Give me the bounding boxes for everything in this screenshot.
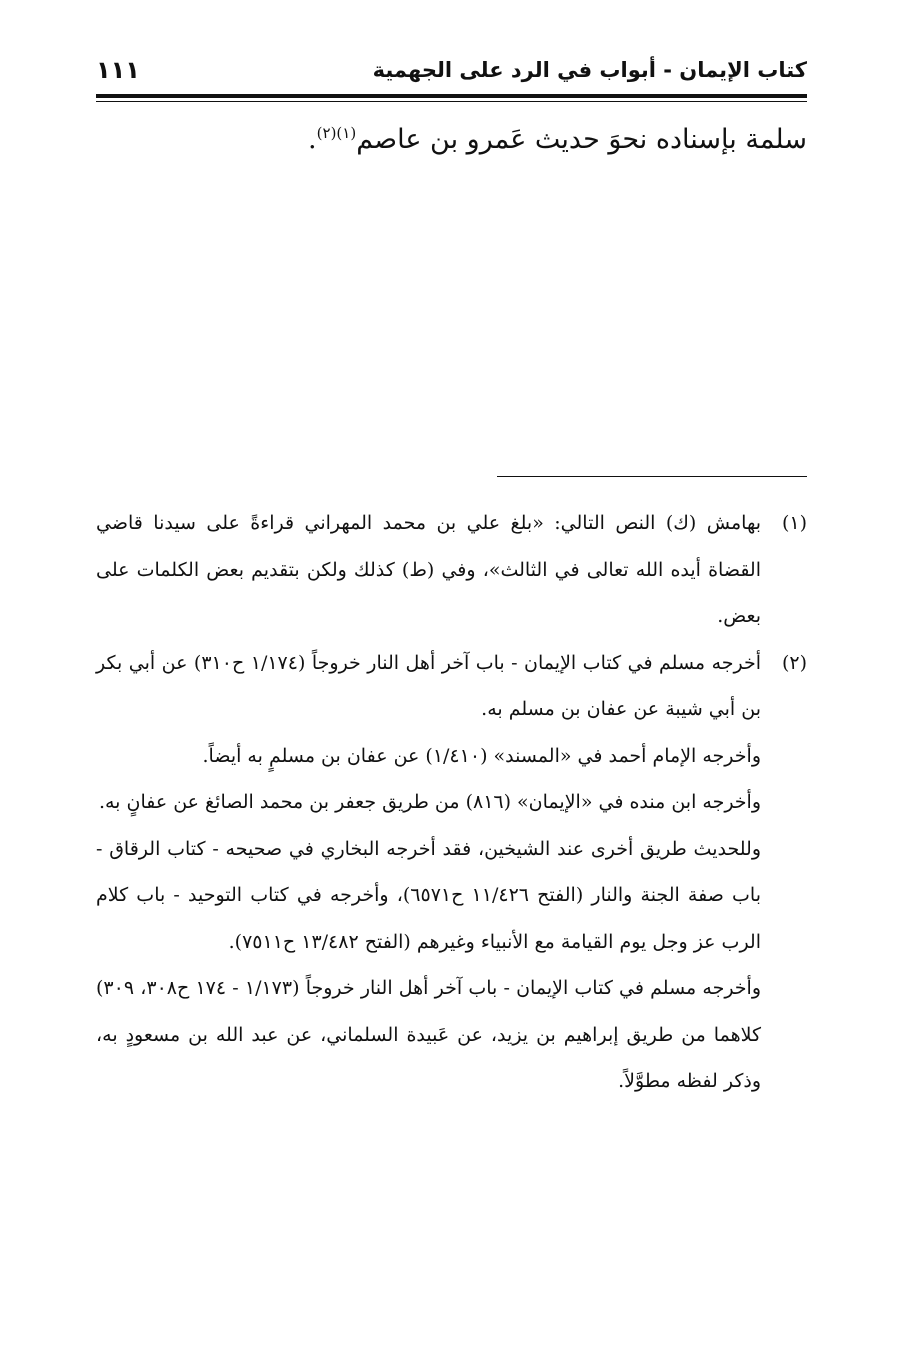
footnote-number: (٢): [781, 651, 808, 674]
header-rule-thick: [96, 94, 807, 98]
footnote-text: أخرجه مسلم في كتاب الإيمان - باب آخر أهل النار خروجاً (١/١٧٤ ح٣١٠) عن أبي بكر بن أبي شيبة عن عفان بن مسلم به.: [96, 651, 762, 720]
header-title: كتاب الإيمان - أبواب في الرد على الجهمية: [372, 58, 807, 82]
footnote-2-paragraph: وأخرجه الإمام أحمد في «المسند» (١/٤١٠) عن عفان بن مسلمٍ به أيضاً.: [202, 744, 761, 767]
footnote-2: [96, 640, 807, 733]
footnote-separator: [497, 476, 807, 477]
footnote-2-paragraph: وأخرجه مسلم في كتاب الإيمان - باب آخر أهل النار خروجاً (١/١٧٣ - ١٧٤ ح٣٠٨، ٣٠٩) كلاهما من طريق إبراهيم بن يزيد، عن عَبيدة السلماني، عن عبد الله بن مسعودٍ به، وذكر لفظه مطوَّلاً.: [96, 977, 762, 1092]
main-text-body: سلمة بإسناده نحوَ حديث عَمرو بن عاصم: [356, 124, 807, 155]
footnote-text: بهامش (ك) النص التالي: «بلغ علي بن محمد المهراني قراءةً على سيدنا قاضي القضاة أيده الله تعالى في الثالث»، وفي (ط) كذلك ولكن بتقديم بعض الكلمات على بعض.: [96, 512, 761, 627]
main-text-end: .: [308, 124, 317, 155]
running-header: [96, 54, 807, 94]
footnote-number: (١): [781, 512, 807, 534]
main-text: [96, 118, 807, 162]
footnotes: [96, 500, 807, 1105]
footnote-1: [96, 500, 807, 640]
footnote-markers: (١)(٢): [316, 124, 357, 142]
header-rule-thin: [96, 101, 807, 102]
footnote-2-paragraph: وللحديث طريق أخرى عند الشيخين، فقد أخرجه البخاري في صحيحه - كتاب الرقاق - باب صفة الجنة والنار (الفتح ١١/٤٢٦ ح٦٥٧١)، وأخرجه في كتاب التوحيد - باب كلام الرب عز وجل يوم القيامة مع الأنبياء وغيرهم (الفتح ١٣/٤٨٢ ح٧٥١١).: [96, 837, 761, 953]
page-number: ١١١: [96, 56, 140, 84]
footnote-2-paragraph: وأخرجه ابن منده في «الإيمان» (٨١٦) من طريق جعفر بن محمد الصائغ عن عفانٍ به.: [98, 791, 761, 813]
